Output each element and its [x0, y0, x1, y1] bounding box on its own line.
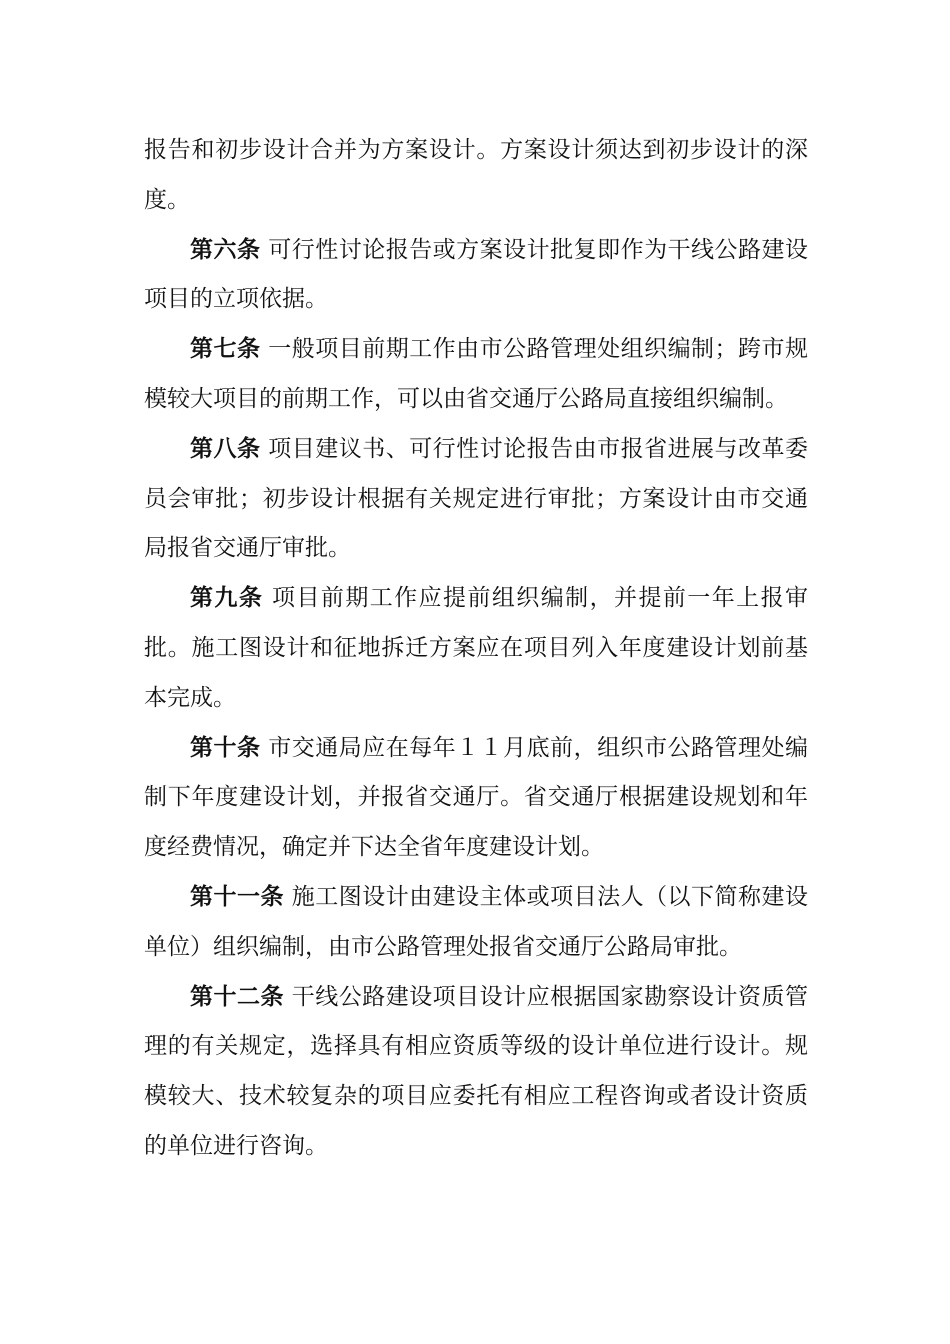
article-text: 施工图设计由建设主体或项目法人（以下简称建设单位）组织编制，由市公路管理处报省交通厅公路局审批。 — [144, 883, 808, 960]
article-9 — [144, 574, 808, 723]
article-10 — [144, 724, 808, 873]
article-text: 一般项目前期工作由市公路管理处组织编制；跨市规模较大项目的前期工作，可以由省交通厅公路局直接组织编制。 — [144, 336, 809, 412]
article-heading: 第十二条 — [190, 983, 284, 1010]
article-text: 可行性讨论报告或方案设计批复即作为干线公路建设项目的立项依据。 — [144, 236, 809, 313]
article-text: 项目建议书、可行性讨论报告由市报省进展与改革委员会审批；初步设计根据有关规定进行审批；方案设计由市交通局报省交通厅审批。 — [144, 435, 809, 562]
paragraph-text: 报告和初步设计合并为方案设计。方案设计须达到初步设计的深度。 — [144, 137, 808, 213]
article-heading: 第十一条 — [190, 883, 284, 910]
article-heading: 第九条 — [190, 585, 264, 612]
article-12 — [144, 973, 808, 1172]
article-text: 项目前期工作应提前组织编制，并提前一年上报审批。施工图设计和征地拆迁方案应在项目列入年度建设计划前基本完成。 — [144, 585, 809, 711]
article-heading: 第十条 — [190, 734, 261, 761]
article-text: 市交通局应在每年１１月底前，组织市公路管理处编制下年度建设计划，并报省交通厅。省交通厅根据建设规划和年度经费情况，确定并下达全省年度建设计划。 — [144, 734, 809, 861]
article-8 — [144, 425, 808, 574]
article-heading: 第六条 — [190, 236, 261, 263]
article-heading: 第七条 — [190, 336, 261, 363]
article-7 — [144, 325, 808, 425]
document-body — [144, 126, 808, 1172]
paragraph-continuation — [144, 126, 808, 226]
article-11 — [144, 873, 808, 973]
article-6 — [144, 226, 808, 326]
article-heading: 第八条 — [190, 435, 261, 462]
article-text: 干线公路建设项目设计应根据国家勘察设计资质管理的有关规定，选择具有相应资质等级的设计单位进行设计。规模较大、技术较复杂的项目应委托有相应工程咨询或者设计资质的单位进行咨询。 — [144, 983, 808, 1159]
